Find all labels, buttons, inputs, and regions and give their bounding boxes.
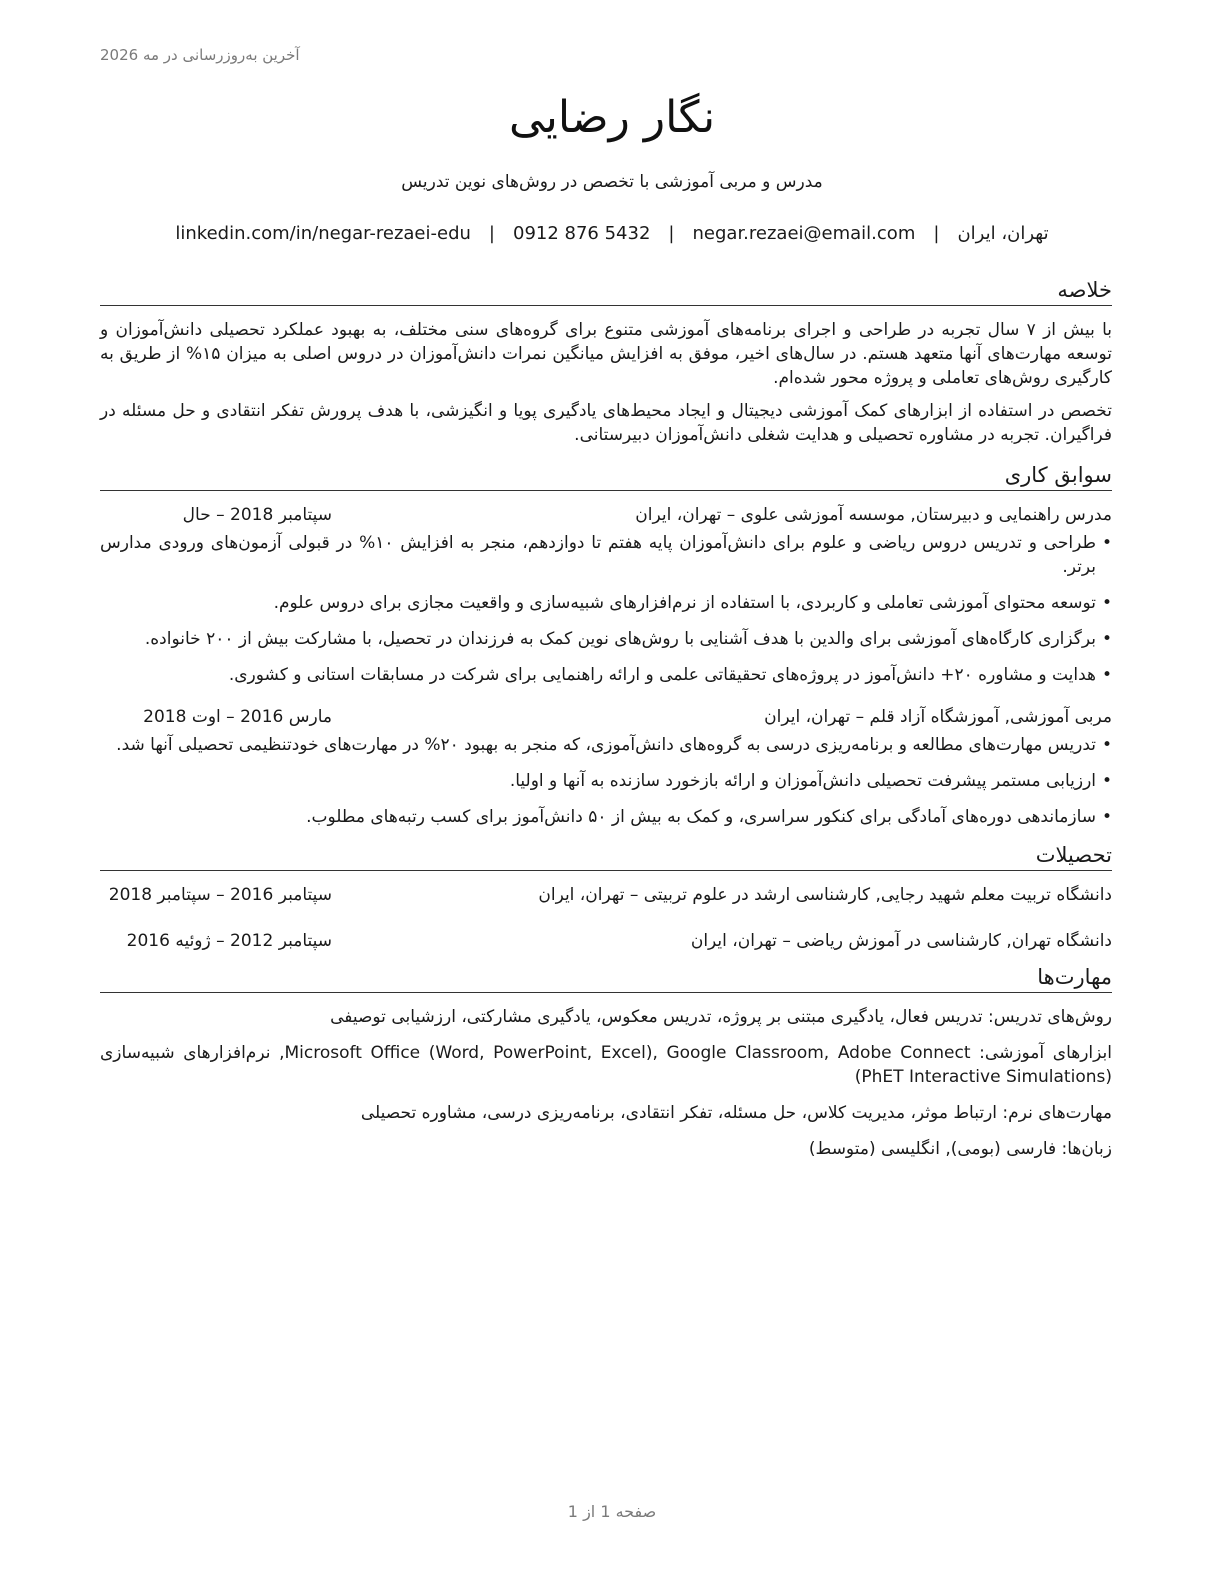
skills-line: ابزارهای آموزشی: Microsoft Office (Word, PowerPoint, Excel), Google Classroom, Adobe Connect, نرم‌افزارهای شبیه‌سازی (PhET Interactive Simulations) <box>100 1043 1112 1087</box>
job-bullet <box>100 733 1112 757</box>
contact-line <box>0 223 1224 244</box>
job-date: مارس 2016 – اوت 2018 <box>143 707 332 727</box>
education-date: سپتامبر 2016 – سپتامبر 2018 <box>108 885 332 905</box>
contact-separator: | <box>933 223 940 244</box>
contact-email[interactable]: negar.rezaei@email.com <box>692 223 916 244</box>
summary-paragraph: تخصص در استفاده از ابزارهای کمک آموزشی دیجیتال و ایجاد محیط‌های یادگیری پویا و انگیزشی، با هدف پرورش تفکر انتقادی و حل مسئله در فراگیران. تجربه در مشاوره تحصیلی و هدایت شغلی دانش‌آموزان دبیرستانی. <box>100 401 1112 445</box>
section-title-summary: خلاصه <box>100 276 1112 306</box>
education-entry <box>100 883 1112 907</box>
education-title: دانشگاه تربیت معلم شهید رجایی, کارشناسی ارشد در علوم تربیتی – تهران، ایران <box>538 885 1112 905</box>
job-header <box>100 503 1112 527</box>
job-title: مدرس راهنمایی و دبیرستان, موسسه آموزشی علوی – تهران، ایران <box>635 505 1112 525</box>
job-bullet <box>100 769 1112 793</box>
bullet-text: ارزیابی مستمر پیشرفت تحصیلی دانش‌آموزان و ارائه بازخورد سازنده به آنها و اولیا. <box>509 771 1096 791</box>
education-header <box>100 929 1112 953</box>
page-number: صفحه 1 از 1 <box>567 1502 657 1521</box>
section-title-experience: سوابق کاری <box>100 461 1112 491</box>
job-bullet <box>100 591 1112 615</box>
bullet-icon: • <box>1101 629 1112 649</box>
skills-line: مهارت‌های نرم: ارتباط موثر، مدیریت کلاس، حل مسئله، تفکر انتقادی، برنامه‌ریزی درسی، مشاوره تحصیلی <box>360 1103 1112 1123</box>
last-updated: آخرین به‌روزرسانی در مه 2026 <box>100 46 300 64</box>
experience-section <box>100 461 1112 829</box>
section-title-education: تحصیلات <box>100 841 1112 871</box>
contact-separator: | <box>488 223 495 244</box>
job-date: سپتامبر 2018 – حال <box>182 505 332 525</box>
bullet-icon: • <box>1101 533 1112 553</box>
summary-section <box>100 276 1112 447</box>
bullet-icon: • <box>1101 807 1112 827</box>
bullet-text: سازماندهی دوره‌های آمادگی برای کنکور سراسری، و کمک به بیش از ۵۰ دانش‌آموز برای کسب رتبه‌های مطلوب. <box>306 807 1096 827</box>
job-bullets <box>100 531 1112 687</box>
job-bullet <box>100 663 1112 687</box>
skills-line: روش‌های تدریس: تدریس فعال، یادگیری مبتنی بر پروژه، تدریس معکوس، یادگیری مشارکتی، ارزشیابی توصیفی <box>330 1007 1112 1027</box>
bullet-icon: • <box>1101 735 1112 755</box>
job-bullet <box>100 627 1112 651</box>
bullet-text: تدریس مهارت‌های مطالعه و برنامه‌ریزی درسی به گروه‌های دانش‌آموزی، که منجر به بهبود ۲۰% در مهارت‌های خودتنظیمی تحصیلی آنها شد. <box>116 735 1096 755</box>
bullet-text: توسعه محتوای آموزشی تعاملی و کاربردی، با استفاده از نرم‌افزارهای شبیه‌سازی و واقعیت مجازی برای دروس علوم. <box>273 593 1096 613</box>
job-bullet <box>100 531 1112 579</box>
job-header <box>100 705 1112 729</box>
skills-section <box>100 963 1112 1161</box>
education-title: دانشگاه تهران, کارشناسی در آموزش ریاضی – تهران، ایران <box>690 931 1112 951</box>
bullet-icon: • <box>1101 771 1112 791</box>
bullet-text: طراحی و تدریس دروس ریاضی و علوم برای دانش‌آموزان پایه هفتم تا دوازدهم، منجر به افزایش ۱۰% در قبولی آزمون‌های ورودی مدارس برتر. <box>100 533 1096 577</box>
education-header <box>100 883 1112 907</box>
summary-paragraph: با بیش از ۷ سال تجربه در طراحی و اجرای برنامه‌های آموزشی متنوع برای گروه‌های سنی مختلف، به بهبود عملکرد تحصیلی دانش‌آموزان و توسعه مهارت‌های آنها متعهد هستم. در سال‌های اخیر، موفق به افزایش میانگین نمرات دانش‌آموزان در دروس اصلی به میزان ۱۵% از طریق به کارگیری روش‌های تعاملی و پروژه محور شده‌ام. <box>100 320 1112 388</box>
job-bullets <box>100 733 1112 829</box>
contact-linkedin[interactable]: linkedin.com/in/negar-rezaei-edu <box>175 223 471 244</box>
bullet-icon: • <box>1101 665 1112 685</box>
person-name: نگار رضایی <box>508 92 716 143</box>
job-bullet <box>100 805 1112 829</box>
bullet-icon: • <box>1101 593 1112 613</box>
tagline: مدرس و مربی آموزشی با تخصص در روش‌های نوین تدریس <box>401 172 823 192</box>
contact-separator: | <box>668 223 675 244</box>
resume-content <box>100 276 1112 1173</box>
education-section <box>100 841 1112 953</box>
job-entry <box>100 503 1112 687</box>
section-title-skills: مهارت‌ها <box>100 963 1112 993</box>
bullet-text: هدایت و مشاوره ۲۰+ دانش‌آموز در پروژه‌های تحقیقاتی علمی و ارائه راهنمایی برای شرکت در مسابقات استانی و کشوری. <box>228 665 1096 685</box>
education-entry <box>100 929 1112 953</box>
bullet-text: برگزاری کارگاه‌های آموزشی برای والدین با هدف آشنایی با روش‌های نوین کمک به فرزندان در تحصیل، با مشارکت بیش از ۲۰۰ خانواده. <box>144 629 1096 649</box>
contact-phone[interactable]: 0912 876 5432 <box>513 223 651 244</box>
skills-line: زبان‌ها: فارسی (بومی), انگلیسی (متوسط) <box>808 1139 1112 1159</box>
contact-location: تهران، ایران <box>957 223 1049 244</box>
job-entry <box>100 705 1112 829</box>
education-date: سپتامبر 2012 – ژوئیه 2016 <box>126 931 332 951</box>
job-title: مربی آموزشی, آموزشگاه آزاد قلم – تهران، ایران <box>764 707 1112 727</box>
